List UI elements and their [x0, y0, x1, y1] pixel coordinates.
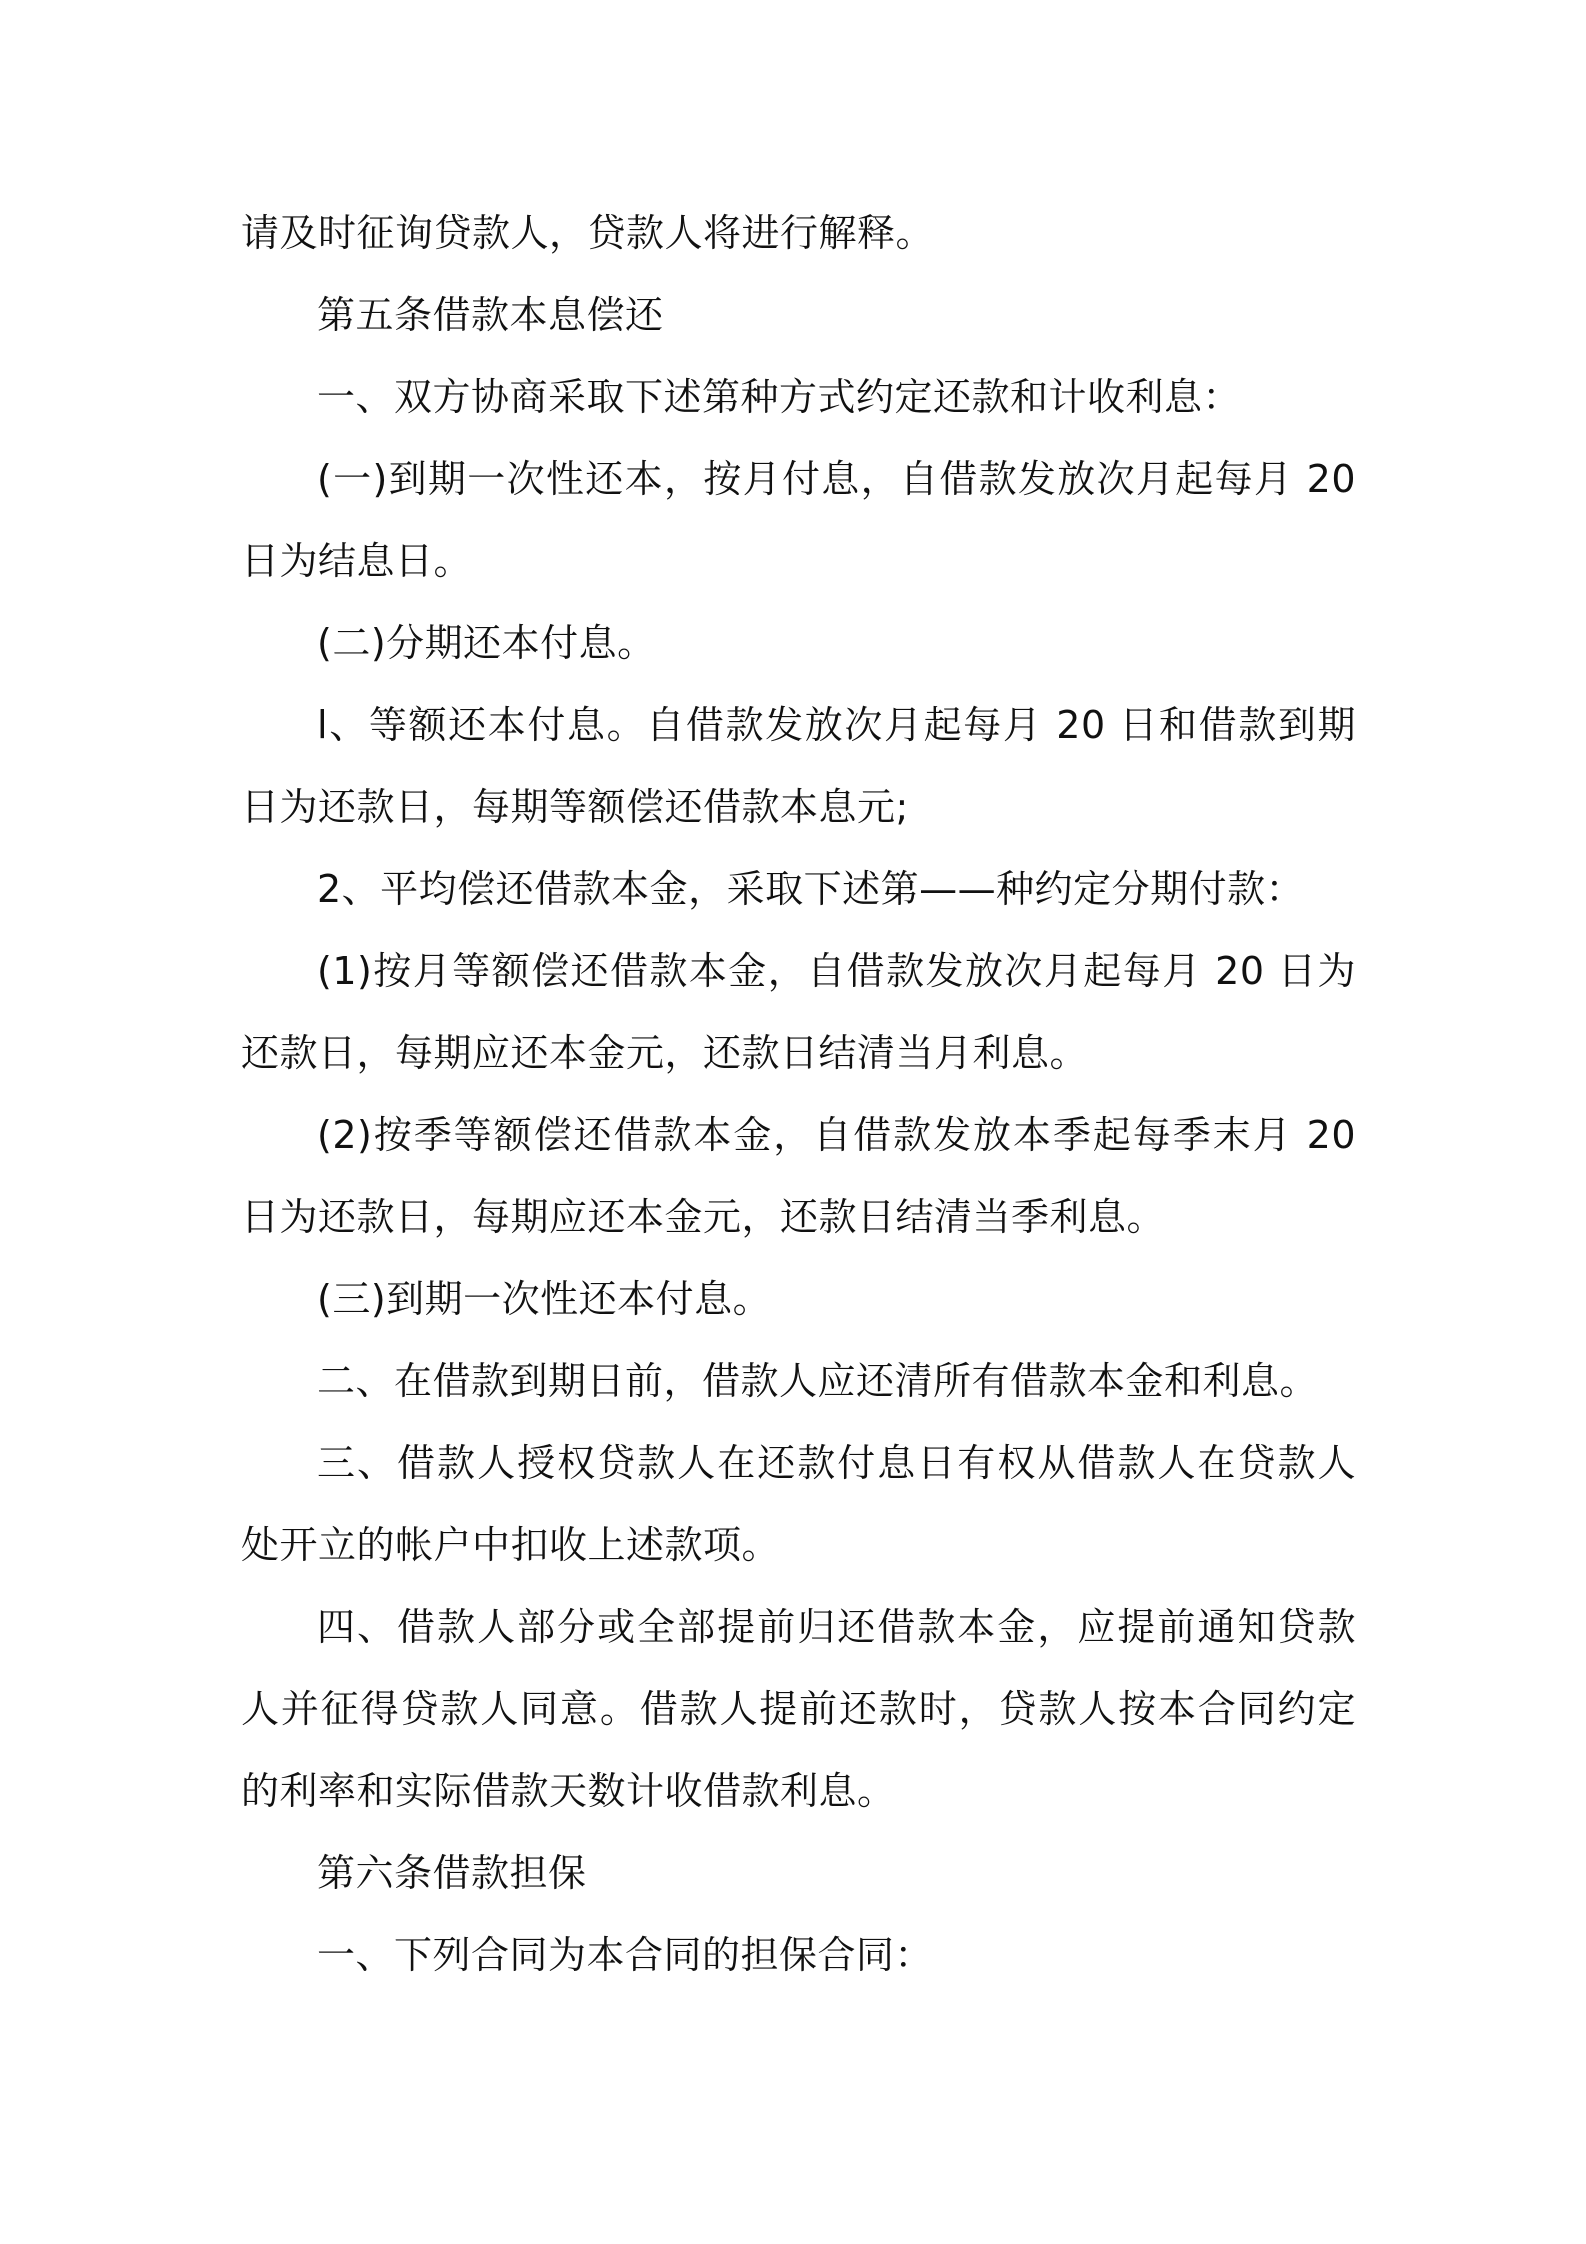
paragraph: 四、借款人部分或全部提前归还借款本金，应提前通知贷款人并征得贷款人同意。借款人提前还款时，贷款人按本合同约定的利率和实际借款天数计收借款利息。: [241, 1605, 1356, 1813]
paragraph: 一、双方协商采取下述第种方式约定还款和计收利息：: [317, 375, 1242, 419]
paragraph: 2、平均偿还借款本金，采取下述第——种约定分期付款：: [317, 867, 1305, 911]
article-heading: 第六条借款担保: [317, 1851, 587, 1895]
paragraph: 二、在借款到期日前，借款人应还清所有借款本金和利息。: [317, 1359, 1319, 1403]
paragraph: (一)到期一次性还本，按月付息，自借款发放次月起每月 20 日为结息日。: [241, 457, 1356, 583]
paragraph: (1)按月等额偿还借款本金，自借款发放次月起每月 20 日为还款日，每期应还本金元，还款日结清当月利息。: [241, 949, 1356, 1075]
paragraph: l、等额还本付息。自借款发放次月起每月 20 日和借款到期日为还款日，每期等额偿还借款本息元;: [241, 703, 1356, 829]
paragraph: (2)按季等额偿还借款本金，自借款发放本季起每季末月 20 日为还款日，每期应还本金元，还款日结清当季利息。: [241, 1113, 1356, 1239]
article-heading: 第五条借款本息偿还: [317, 293, 664, 337]
paragraph: (三)到期一次性还本付息。: [317, 1277, 772, 1321]
paragraph-continuation: 请及时征询贷款人，贷款人将进行解释。: [241, 211, 935, 255]
paragraph: (二)分期还本付息。: [317, 621, 656, 665]
document-body: [241, 192, 1356, 1996]
paragraph: 三、借款人授权贷款人在还款付息日有权从借款人在贷款人处开立的帐户中扣收上述款项。: [241, 1441, 1356, 1567]
paragraph: 一、下列合同为本合同的担保合同：: [317, 1933, 934, 1977]
